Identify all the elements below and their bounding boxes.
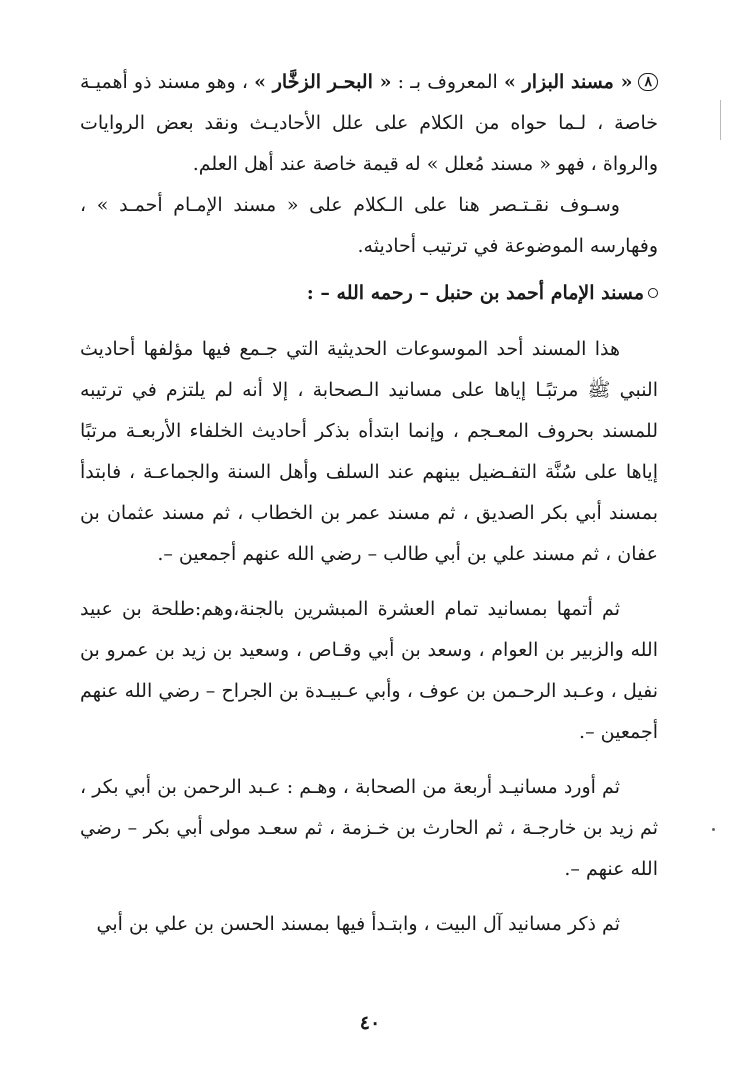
scan-speck bbox=[712, 828, 715, 831]
footnote-paragraph bbox=[80, 62, 658, 185]
footnote-text-2: ، وهو مسند ذو أهميـة خاصة ، لـما حواه من الكلام على علل الأحاديـث ونقد بعض الروايات والرواة ، فهو « مسند مُعلل » له قيمة خاصة عند أهل العلم. bbox=[80, 71, 658, 175]
footnote-text-1: المعروف بـ : bbox=[391, 71, 504, 93]
footnote-title-1: « مسند البزار » bbox=[503, 71, 633, 93]
footnote-number: ٨ bbox=[638, 73, 658, 91]
page-number: ٤٠ bbox=[359, 1012, 381, 1034]
body-paragraph-4: ثم ذكر مسانيد آل البيت ، وابتـدأ فيها بمسند الحسن بن علي بن أبي bbox=[96, 913, 620, 935]
section-heading-text: مسند الإمام أحمد بن حنبل – رحمه الله – : bbox=[306, 282, 644, 304]
body-paragraph-3: ثم أورد مسانيـد أربعة من الصحابة ، وهـم : عـبد الرحمن بن أبي بكر ، ثم زيد بن خارجـة ، ثم الحارث بن خـزمة ، ثم سعـد مولى أبي بكر – رضي الله عنهم –. bbox=[80, 776, 658, 880]
bullet-circle-icon bbox=[648, 288, 658, 298]
page-body bbox=[80, 62, 658, 945]
scan-margin-mark bbox=[720, 100, 721, 140]
intro-paragraph: وسـوف نقـتـصر هنا على الـكلام على « مسند الإمـام أحمـد » ، وفهارسه الموضوعة في ترتيب أحاديثه. bbox=[80, 194, 658, 257]
footnote-title-2: « البحـر الزخَّار » bbox=[254, 71, 392, 93]
body-paragraph-1: هذا المسند أحد الموسوعات الحديثية التي جـمع فيها مؤلفها أحاديث النبي ﷺ مرتبًـا إياها على مسانيد الـصحابة ، إلا أنه لم يلتزم في ترتيبه للمسند بحروف المعـجم ، وإنما ابتدأه بذكر أحاديث الخلفاء الأربعـة مرتبًا إياها على سُنَّة التفـضيل بينهم عند السلف وأهل السنة والجماعـة ، فابتدأ بمسند أبي بكر الصديق ، ثم مسند عمر بن الخطاب ، ثم مسند عثمان بن عفان ، ثم مسند علي بن أبي طالب – رضي الله عنهم أجمعين –. bbox=[80, 338, 658, 565]
section-heading bbox=[80, 271, 658, 315]
body-paragraph-2: ثم أتمها بمسانيد تمام العشرة المبشرين بالجنة،وهم:طلحة بن عبيد الله والزبير بن العوام ، وسعد بن أبي وقـاص ، وسعيد بن زيد بن عمرو بن نفيل ، وعـبد الرحـمن بن عوف ، وأبي عـبيـدة بن الجراح – رضي الله عنهم أجمعين –. bbox=[80, 598, 658, 743]
